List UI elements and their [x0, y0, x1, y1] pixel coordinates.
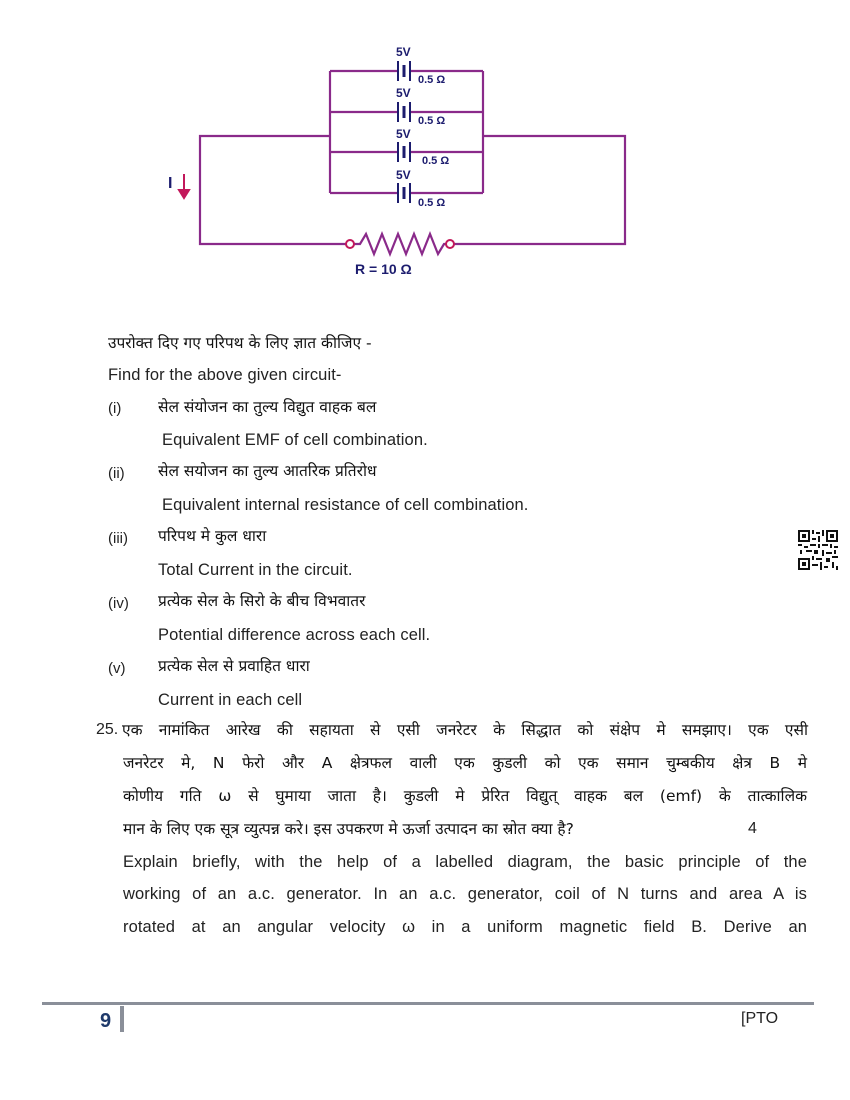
resistor-label: R = 10 Ω	[355, 261, 412, 277]
q24-intro-hindi: उपरोक्त दिए गए परिपथ के लिए ज्ञात कीजिए -	[108, 334, 372, 352]
q25-marks: 4	[748, 820, 757, 837]
circuit-diagram	[160, 40, 660, 290]
cell-1-emf: 5V	[396, 45, 411, 59]
q24-part-i-number: (i)	[108, 400, 122, 417]
pto-label: [PTO	[741, 1010, 779, 1027]
q24-part-ii-english: Equivalent internal resistance of cell combination.	[162, 496, 529, 514]
q24-part-v-hindi: प्रत्येक सेल से प्रवाहित धारा	[158, 657, 310, 675]
q24-part-i-hindi: सेल संयोजन का तुल्य विद्युत वाहक बल	[158, 398, 377, 416]
cell-4-resistance: 0.5 Ω	[418, 197, 446, 209]
q24-part-v-number: (v)	[108, 660, 126, 677]
footer-divider	[42, 1002, 814, 1005]
qr-code-icon	[798, 530, 838, 570]
q24-part-iv-hindi: प्रत्येक सेल के सिरो के बीच विभवातर	[158, 592, 366, 610]
resistor-symbol	[350, 234, 450, 254]
q24-part-i-english: Equivalent EMF of cell combination.	[162, 431, 428, 449]
q25-english-line-2: working of an a.c. generator. In an a.c. generator, coil of N turns and area A is	[123, 885, 807, 903]
q24-part-iii-english: Total Current in the circuit.	[158, 561, 353, 579]
cell-1	[398, 61, 410, 81]
q24-part-ii-number: (ii)	[108, 465, 125, 482]
cell-4	[398, 183, 410, 203]
cell-3-emf: 5V	[396, 127, 411, 141]
cell-4-emf: 5V	[396, 168, 411, 182]
q25-english-line-3: rotated at an angular velocity ω in a uniform magnetic field B. Derive an	[123, 918, 807, 936]
cell-3-resistance: 0.5 Ω	[422, 155, 450, 167]
q24-intro-english: Find for the above given circuit-	[108, 366, 342, 384]
cell-2-resistance: 0.5 Ω	[418, 115, 446, 127]
current-label: I	[168, 175, 173, 192]
cell-1-resistance: 0.5 Ω	[418, 74, 446, 86]
cell-3	[398, 142, 410, 162]
q24-part-iv-number: (iv)	[108, 595, 129, 612]
q25-english-line-1: Explain briefly, with the help of a labelled diagram, the basic principle of the	[123, 853, 807, 871]
q24-part-iv-english: Potential difference across each cell.	[158, 626, 431, 644]
page-number-bar	[120, 1006, 124, 1032]
q24-part-iii-hindi: परिपथ मे कुल धारा	[158, 527, 267, 545]
q25-hindi-line-4: मान के लिए एक सूत्र व्युत्पन्न करे। इस उपकरण मे ऊर्जा उत्पादन का स्रोत क्या है?	[123, 820, 574, 838]
cell-2	[398, 102, 410, 122]
q24-part-v-english: Current in each cell	[158, 691, 303, 709]
q25-hindi-line-1: एक नामांकित आरेख की सहायता से एसी जनरेटर के सिद्धात को संक्षेप मे समझाए। एक एसी	[122, 721, 808, 739]
q25-hindi-line-2: जनरेटर मे, N फेरो और A क्षेत्रफल वाली एक कुडली को एक समान चुम्बकीय क्षेत्र B मे	[123, 754, 807, 772]
q25-number: 25.	[96, 721, 119, 738]
q24-part-ii-hindi: सेल सयोजन का तुल्य आतरिक प्रतिरोध	[158, 462, 377, 480]
cell-2-emf: 5V	[396, 86, 411, 100]
q24-part-iii-number: (iii)	[108, 530, 128, 547]
q25-hindi-line-3: कोणीय गति ω से घुमाया जाता है। कुडली मे प्रेरित विद्युत् वाहक बल (emf) के तात्कालिक	[123, 787, 807, 805]
current-arrow-icon	[179, 174, 189, 198]
circuit-outer-wire	[200, 136, 350, 244]
page-number: 9	[100, 1010, 112, 1032]
